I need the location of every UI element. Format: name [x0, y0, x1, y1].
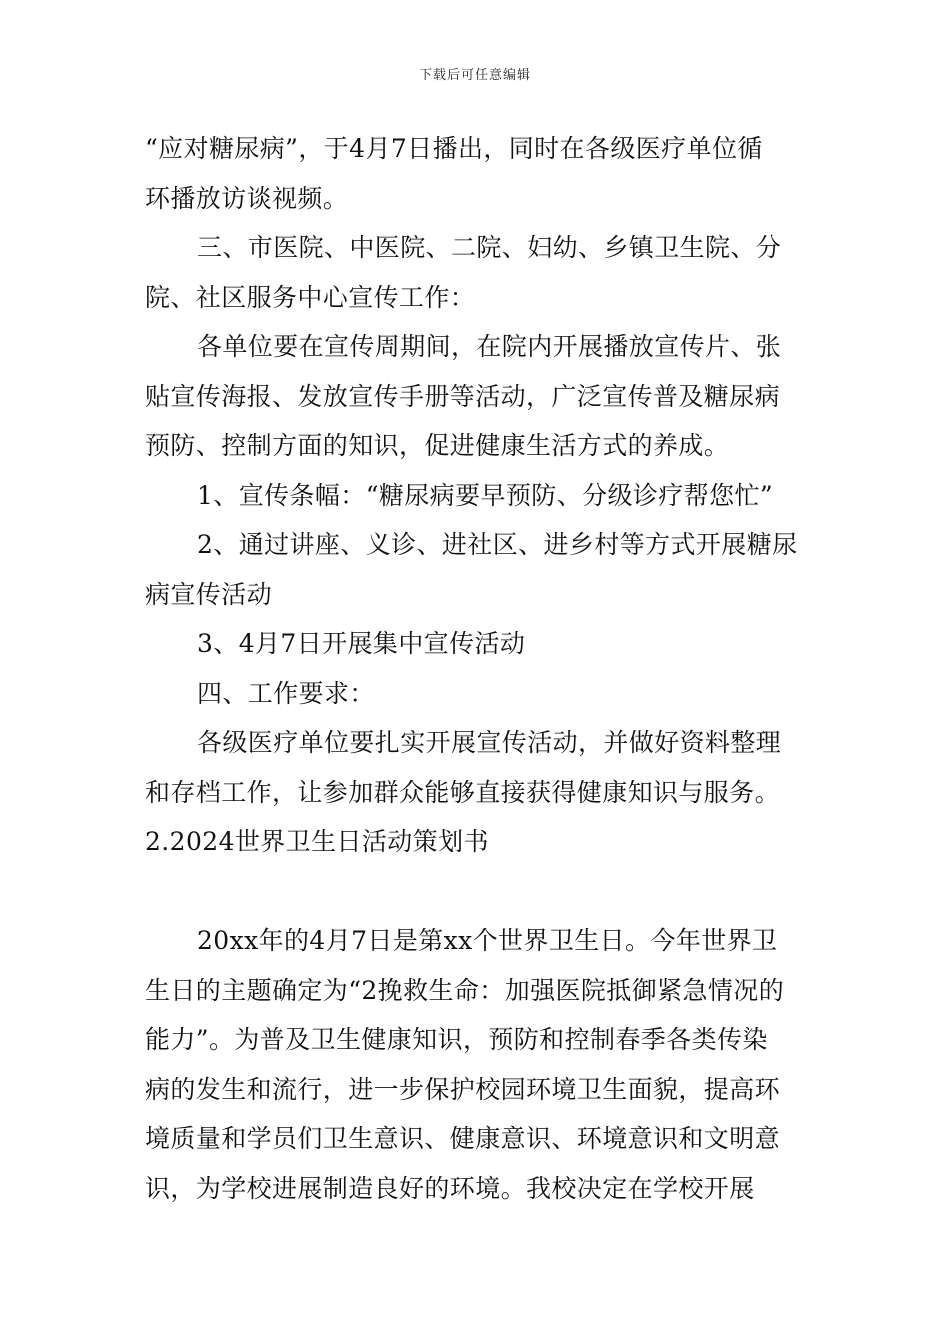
list-item: 2、通过讲座、义诊、进社区、进乡村等方式开展糖尿 — [197, 530, 798, 559]
list-item: 3、4月7日开展集中宣传活动 — [197, 629, 526, 658]
document-title: 2.2024世界卫生日活动策划书 — [145, 827, 489, 856]
paragraph-line: 识，为学校进展制造良好的环境。我校决定在学校开展 — [145, 1173, 755, 1203]
paragraph-line: “应对糖尿病”，于4月7日播出，同时在各级医疗单位循 — [145, 134, 763, 163]
list-item: 病宣传活动 — [145, 579, 273, 609]
paragraph-line: 生日的主题确定为“2挽救生命：加强医院抵御紧急情况的 — [145, 975, 785, 1005]
section-heading: 院、社区服务中心宣传工作： — [145, 282, 476, 312]
list-item: 1、宣传条幅：“糖尿病要早预防、分级诊疗帮您忙” — [197, 480, 774, 510]
section-heading: 四、工作要求： — [197, 678, 375, 708]
paragraph-line: 环播放访谈视频。 — [145, 183, 349, 213]
paragraph-line: 境质量和学员们卫生意识、健康意识、环境意识和文明意 — [145, 1124, 781, 1153]
paragraph-line: 病的发生和流行，进一步保护校园环境卫生面貌，提高环 — [145, 1074, 781, 1104]
document-body — [145, 124, 810, 1213]
paragraph-line: 预防、控制方面的知识，促进健康生活方式的养成。 — [145, 431, 730, 460]
section-heading: 三、市医院、中医院、二院、妇幼、乡镇卫生院、分 — [197, 233, 782, 262]
paragraph-line: 各单位要在宣传周期间，在院内开展播放宣传片、张 — [197, 332, 782, 361]
paragraph-line: 各级医疗单位要扎实开展宣传活动，并做好资料整理 — [197, 728, 782, 757]
paragraph-line: 和存档工作，让参加群众能够直接获得健康知识与服务。 — [145, 777, 781, 807]
paragraph-line: 能力”。为普及卫生健康知识，预防和控制春季各类传染 — [145, 1025, 768, 1054]
paragraph-line: 20xx年的4月7日是第xx个世界卫生日。今年世界卫 — [197, 926, 778, 955]
paragraph-line: 贴宣传海报、发放宣传手册等活动，广泛宣传普及糖尿病 — [145, 381, 781, 411]
blank-line — [145, 867, 810, 917]
page-header: 下载后可任意编辑 — [418, 68, 531, 83]
